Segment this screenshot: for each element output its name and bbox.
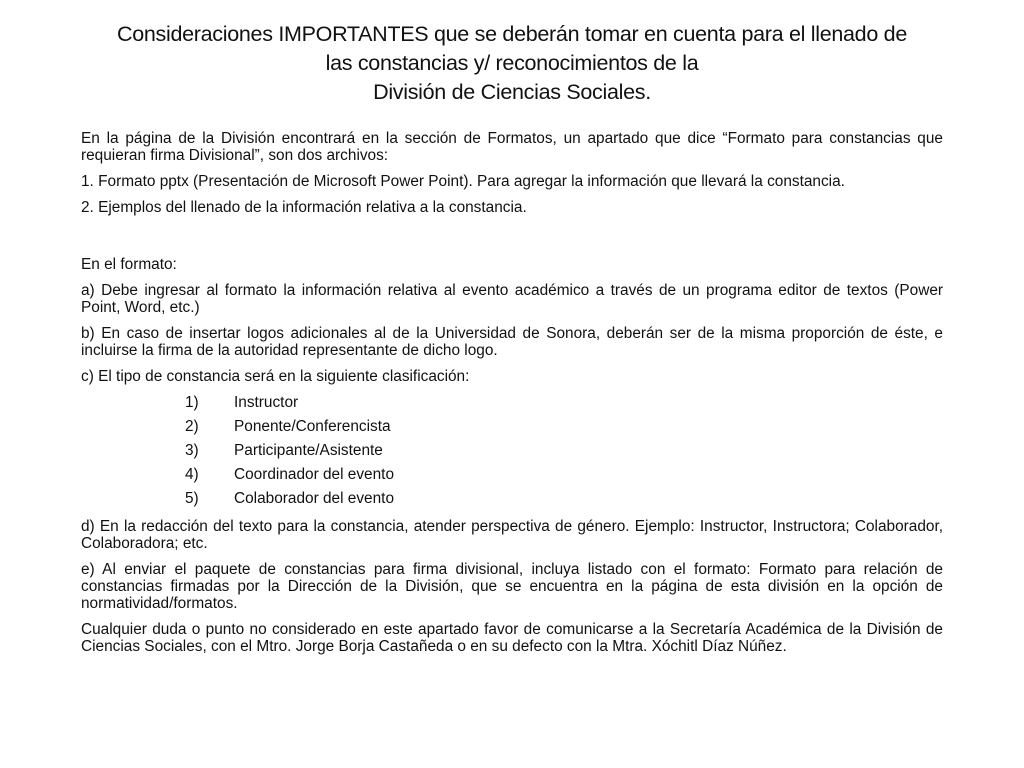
title-line-2: las constancias y/ reconocimientos de la xyxy=(325,51,699,75)
list-item-number: 2) xyxy=(185,418,199,435)
closing-paragraph: Cualquier duda o punto no considerado en este apartado favor de comunicarse a la Secretaría Académica de la División de Ciencias Sociales, con el Mtro. Jorge Borja Castañeda o en su defecto con la Mtra. Xóchitl Díaz Núñez. xyxy=(81,621,943,655)
list-item-label: Ponente/Conferencista xyxy=(234,418,391,435)
item-d: d) En la redacción del texto para la constancia, atender perspectiva de género. Ejemplo: Instructor, Instructora; Colaborador, Colaboradora; etc. xyxy=(81,518,943,552)
spacer xyxy=(81,225,943,256)
list-item xyxy=(81,487,943,511)
list-item xyxy=(81,391,943,415)
intro-paragraph: En la página de la División encontrará en la sección de Formatos, un apartado que dice “Formato para constancias que requieran firma Divisional”, son dos archivos: xyxy=(81,130,943,164)
item-c: c) El tipo de constancia será en la siguiente clasificación: xyxy=(81,368,470,385)
list-item-label: Colaborador del evento xyxy=(234,490,395,507)
item-a: a) Debe ingresar al formato la información relativa al evento académico a través de un programa editor de textos (Power Point, Word, etc.) xyxy=(81,282,943,316)
list-item-number: 3) xyxy=(185,442,199,459)
item-b: b) En caso de insertar logos adicionales al de la Universidad de Sonora, deberán ser de la misma proporción de éste, e incluirse la firma de la autoridad representante de dicho logo. xyxy=(81,325,943,359)
item-e: e) Al enviar el paquete de constancias para firma divisional, incluya listado con el formato: Formato para relación de constancias firmadas por la Dirección de la División, que se encuentra en la página de esta división en la opción de normatividad/formatos. xyxy=(81,561,943,612)
list-item xyxy=(81,439,943,463)
list-item-number: 4) xyxy=(185,466,199,483)
slide-title xyxy=(60,20,964,107)
file-item-2: 2. Ejemplos del llenado de la información relativa a la constancia. xyxy=(81,199,527,216)
list-item xyxy=(81,463,943,487)
list-item-number: 5) xyxy=(185,490,199,507)
list-item-label: Participante/Asistente xyxy=(234,442,383,459)
list-item xyxy=(81,415,943,439)
slide-body xyxy=(81,130,943,664)
format-heading: En el formato: xyxy=(81,256,177,273)
title-line-3: División de Ciencias Sociales. xyxy=(373,80,651,104)
title-line-1: Consideraciones IMPORTANTES que se deberán tomar en cuenta para el llenado de xyxy=(117,22,907,46)
list-item-label: Instructor xyxy=(234,394,299,411)
list-item-number: 1) xyxy=(185,394,199,411)
classification-list xyxy=(81,391,943,511)
list-item-label: Coordinador del evento xyxy=(234,466,395,483)
file-item-1: 1. Formato pptx (Presentación de Microsoft Power Point). Para agregar la información que llevará la constancia. xyxy=(81,173,845,190)
